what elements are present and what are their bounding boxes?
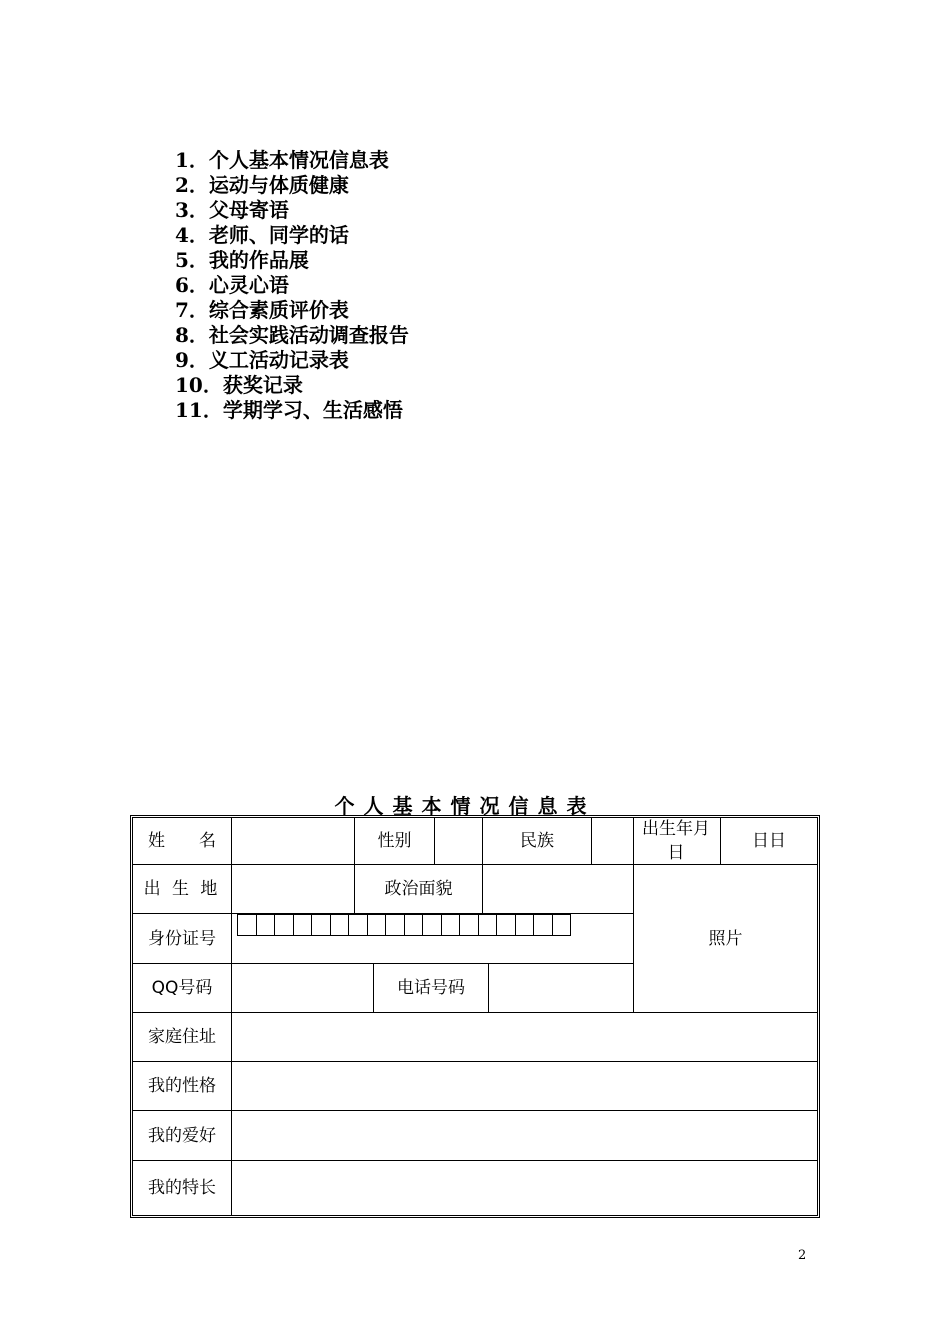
photo-box[interactable]: 照片 — [708, 928, 743, 949]
birthplace-label: 出 生 地 — [143, 879, 221, 899]
personality-value[interactable] — [232, 1062, 817, 1110]
id-digit-box[interactable] — [533, 914, 553, 936]
toc-item-label: 社会实践活动调查报告 — [208, 323, 409, 347]
toc-item — [175, 148, 409, 173]
id-digit-box[interactable] — [367, 914, 387, 936]
id-digit-box[interactable] — [515, 914, 535, 936]
toc-item-label: 获奖记录 — [222, 373, 303, 397]
id-digit-box[interactable] — [385, 914, 405, 936]
birth-date-value[interactable]: 日日 — [752, 831, 786, 851]
gender-value[interactable] — [435, 818, 482, 864]
id-digit-box[interactable] — [274, 914, 294, 936]
toc-item-label: 个人基本情况信息表 — [208, 148, 389, 172]
specialty-label: 我的特长 — [148, 1178, 216, 1198]
birth-date-label: 出生年月日 — [642, 819, 710, 863]
page-number: 2 — [798, 1248, 807, 1263]
toc-item-number: 10． — [175, 373, 223, 397]
toc-item — [175, 398, 409, 423]
qq-label: QQ号码 — [151, 978, 213, 998]
toc-item — [175, 248, 409, 273]
id-digit-box[interactable] — [441, 914, 461, 936]
toc-item-number: 2． — [175, 173, 209, 197]
table-of-contents — [175, 148, 409, 423]
toc-item — [175, 323, 409, 348]
toc-item-number: 6． — [175, 273, 209, 297]
toc-item — [175, 373, 409, 398]
hobby-label: 我的爱好 — [148, 1125, 216, 1146]
toc-item-label: 综合素质评价表 — [208, 298, 349, 322]
toc-item — [175, 198, 409, 223]
qq-value[interactable] — [232, 964, 373, 1012]
toc-item-label: 学期学习、生活感悟 — [222, 398, 403, 422]
toc-item — [175, 273, 409, 298]
toc-item-number: 4． — [175, 223, 209, 247]
gender-label: 性别 — [377, 831, 412, 851]
toc-item — [175, 173, 409, 198]
toc-item-label: 心灵心语 — [208, 273, 289, 297]
toc-item-number: 11． — [175, 398, 223, 422]
toc-item — [175, 348, 409, 373]
political-status-value[interactable] — [483, 865, 633, 913]
name-label: 姓 名 — [148, 831, 216, 851]
id-digit-box[interactable] — [256, 914, 276, 936]
toc-item — [175, 298, 409, 323]
personality-label: 我的性格 — [148, 1076, 216, 1096]
toc-item-number: 7． — [175, 298, 209, 322]
ethnicity-label: 民族 — [520, 831, 554, 851]
id-digit-box[interactable] — [496, 914, 516, 936]
id-digit-box[interactable] — [330, 914, 350, 936]
specialty-value[interactable] — [232, 1161, 817, 1215]
toc-item-label: 义工活动记录表 — [208, 348, 349, 372]
id-digit-box[interactable] — [237, 914, 257, 936]
id-digit-box[interactable] — [552, 914, 572, 936]
name-value[interactable] — [232, 818, 354, 864]
toc-item-number: 5． — [175, 248, 209, 272]
toc-item — [175, 223, 409, 248]
toc-item-number: 8． — [175, 323, 209, 347]
id-digit-box[interactable] — [348, 914, 368, 936]
birthplace-value[interactable] — [232, 865, 354, 913]
toc-item-label: 运动与体质健康 — [208, 173, 349, 197]
address-value[interactable] — [232, 1013, 817, 1061]
toc-item-number: 3． — [175, 198, 209, 222]
political-status-label: 政治面貌 — [384, 879, 453, 899]
id-number-label: 身份证号 — [148, 928, 216, 949]
hobby-value[interactable] — [232, 1111, 817, 1160]
id-digit-box[interactable] — [422, 914, 442, 936]
ethnicity-value[interactable] — [592, 818, 633, 864]
table-title: 个人基本情况信息表 — [334, 794, 596, 818]
id-digit-box[interactable] — [459, 914, 479, 936]
id-digit-box[interactable] — [404, 914, 424, 936]
toc-item-label: 我的作品展 — [208, 248, 309, 272]
id-digit-box[interactable] — [293, 914, 313, 936]
address-label: 家庭住址 — [148, 1027, 216, 1047]
toc-item-label: 父母寄语 — [208, 198, 289, 222]
id-number-boxes[interactable] — [238, 914, 571, 936]
id-digit-box[interactable] — [478, 914, 498, 936]
phone-label: 电话号码 — [397, 978, 465, 998]
phone-value[interactable] — [489, 964, 633, 1012]
id-digit-box[interactable] — [311, 914, 331, 936]
toc-item-number: 1． — [175, 148, 209, 172]
toc-item-label: 老师、同学的话 — [208, 223, 349, 247]
toc-item-number: 9． — [175, 348, 209, 372]
